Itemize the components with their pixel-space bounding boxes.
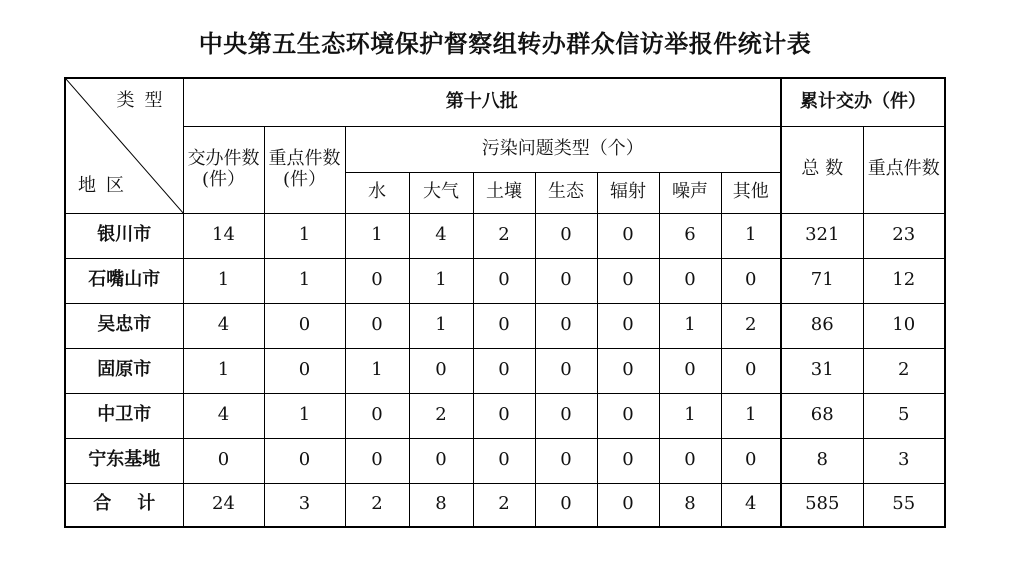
value-cell: 0 <box>345 393 409 438</box>
table-row <box>65 483 945 527</box>
region-cell: 吴忠市 <box>65 303 183 348</box>
value-cell: 4 <box>721 483 781 527</box>
value-cell: 0 <box>535 483 597 527</box>
table-row <box>65 393 945 438</box>
value-cell: 8 <box>659 483 721 527</box>
value-cell: 0 <box>721 438 781 483</box>
pollution-types-header: 污染问题类型（个） <box>345 126 781 172</box>
value-cell: 321 <box>781 213 863 258</box>
value-cell: 1 <box>409 258 473 303</box>
value-cell: 0 <box>535 303 597 348</box>
region-cell: 固原市 <box>65 348 183 393</box>
value-cell: 0 <box>659 348 721 393</box>
batch-header: 第十八批 <box>183 78 781 126</box>
value-cell: 1 <box>183 348 264 393</box>
value-cell: 8 <box>781 438 863 483</box>
cumulative-key-header <box>863 126 945 213</box>
value-cell: 1 <box>345 348 409 393</box>
value-cell: 14 <box>183 213 264 258</box>
type-noise: 噪声 <box>659 172 721 213</box>
value-cell: 0 <box>535 348 597 393</box>
corner-header-cell <box>65 78 183 213</box>
table-row <box>65 258 945 303</box>
value-cell: 1 <box>264 213 345 258</box>
value-cell: 1 <box>659 303 721 348</box>
value-cell: 0 <box>721 258 781 303</box>
value-cell: 0 <box>409 348 473 393</box>
key-count-label: 重点件数(件） <box>268 147 341 190</box>
value-cell: 0 <box>597 348 659 393</box>
value-cell: 24 <box>183 483 264 527</box>
value-cell: 1 <box>264 258 345 303</box>
value-cell: 1 <box>721 213 781 258</box>
value-cell: 55 <box>863 483 945 527</box>
value-cell: 6 <box>659 213 721 258</box>
value-cell: 4 <box>183 393 264 438</box>
region-cell: 中卫市 <box>65 393 183 438</box>
page-title: 中央第五生态环境保护督察组转办群众信访举报件统计表 <box>198 30 812 58</box>
value-cell: 0 <box>535 438 597 483</box>
value-cell: 0 <box>535 258 597 303</box>
value-cell: 86 <box>781 303 863 348</box>
value-cell: 8 <box>409 483 473 527</box>
type-water: 水 <box>345 172 409 213</box>
table-row <box>65 213 945 258</box>
value-cell: 0 <box>473 303 535 348</box>
cumulative-header: 累计交办（件） <box>781 78 945 126</box>
value-cell: 4 <box>183 303 264 348</box>
region-cell: 银川市 <box>65 213 183 258</box>
value-cell: 2 <box>721 303 781 348</box>
value-cell: 10 <box>863 303 945 348</box>
value-cell: 0 <box>345 258 409 303</box>
type-ecology: 生态 <box>535 172 597 213</box>
assigned-count-header <box>183 126 264 213</box>
value-cell: 0 <box>597 303 659 348</box>
value-cell: 0 <box>264 303 345 348</box>
value-cell: 0 <box>721 348 781 393</box>
value-cell: 31 <box>781 348 863 393</box>
corner-region-label: 地区 <box>78 174 134 196</box>
value-cell: 71 <box>781 258 863 303</box>
value-cell: 3 <box>264 483 345 527</box>
value-cell: 0 <box>183 438 264 483</box>
value-cell: 3 <box>863 438 945 483</box>
value-cell: 0 <box>597 438 659 483</box>
value-cell: 2 <box>409 393 473 438</box>
table-row <box>65 348 945 393</box>
region-cell: 合计 <box>65 483 183 527</box>
type-other: 其他 <box>721 172 781 213</box>
value-cell: 0 <box>659 258 721 303</box>
key-count-header <box>264 126 345 213</box>
value-cell: 0 <box>473 438 535 483</box>
value-cell: 0 <box>473 393 535 438</box>
value-cell: 4 <box>409 213 473 258</box>
value-cell: 1 <box>659 393 721 438</box>
value-cell: 0 <box>535 213 597 258</box>
value-cell: 0 <box>264 438 345 483</box>
cumulative-total-header: 总 数 <box>781 126 863 213</box>
type-soil: 土壤 <box>473 172 535 213</box>
value-cell: 1 <box>183 258 264 303</box>
corner-type-label: 类型 <box>116 90 173 111</box>
value-cell: 1 <box>264 393 345 438</box>
value-cell: 0 <box>473 258 535 303</box>
statistics-table <box>64 77 946 528</box>
value-cell: 0 <box>597 213 659 258</box>
value-cell: 2 <box>345 483 409 527</box>
type-air: 大气 <box>409 172 473 213</box>
type-radiation: 辐射 <box>597 172 659 213</box>
value-cell: 0 <box>597 258 659 303</box>
value-cell: 585 <box>781 483 863 527</box>
value-cell: 0 <box>473 348 535 393</box>
value-cell: 1 <box>345 213 409 258</box>
value-cell: 0 <box>535 393 597 438</box>
value-cell: 0 <box>345 438 409 483</box>
value-cell: 5 <box>863 393 945 438</box>
value-cell: 0 <box>264 348 345 393</box>
table-row <box>65 303 945 348</box>
cumulative-key-label: 重点件数 <box>867 158 940 180</box>
value-cell: 12 <box>863 258 945 303</box>
value-cell: 1 <box>721 393 781 438</box>
value-cell: 0 <box>659 438 721 483</box>
value-cell: 2 <box>863 348 945 393</box>
table-row <box>65 438 945 483</box>
value-cell: 0 <box>409 438 473 483</box>
value-cell: 0 <box>597 483 659 527</box>
value-cell: 2 <box>473 483 535 527</box>
region-cell: 宁东基地 <box>65 438 183 483</box>
table-body <box>65 213 945 527</box>
value-cell: 0 <box>345 303 409 348</box>
value-cell: 23 <box>863 213 945 258</box>
value-cell: 0 <box>597 393 659 438</box>
value-cell: 68 <box>781 393 863 438</box>
assigned-count-label: 交办件数(件） <box>187 147 260 190</box>
value-cell: 2 <box>473 213 535 258</box>
value-cell: 1 <box>409 303 473 348</box>
region-cell: 石嘴山市 <box>65 258 183 303</box>
